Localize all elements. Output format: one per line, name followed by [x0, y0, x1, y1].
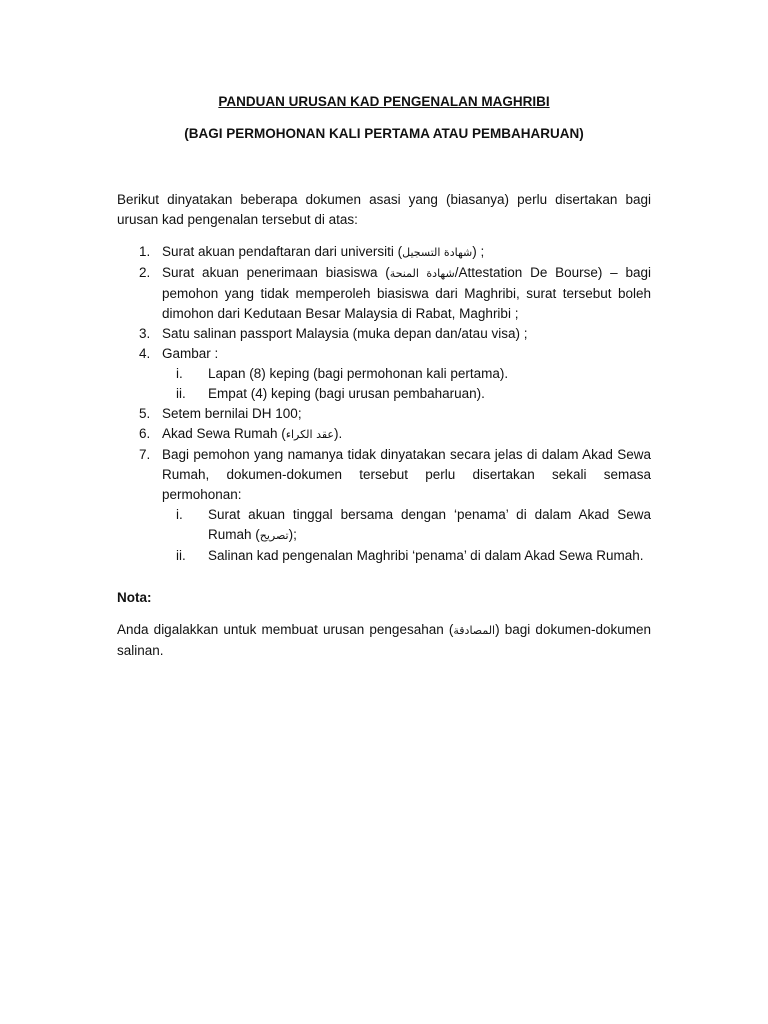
intro-paragraph: Berikut dinyatakan beberapa dokumen asasi yang (biasanya) perlu disertakan bagi urusan kad pengenalan tersebut di atas: [117, 192, 651, 227]
sub-list-number: i. [176, 507, 183, 522]
sub-list-text: Empat (4) keping (bagi urusan pembaharuan). [208, 386, 485, 401]
document-title: PANDUAN URUSAN KAD PENGENALAN MAGHRIBI [218, 94, 550, 109]
list-text: Bagi pemohon yang namanya tidak dinyatakan secara jelas di dalam Akad Sewa Rumah, dokumen-dokumen tersebut perlu disertakan sekali semasa permohonan: [162, 447, 651, 502]
list-number: 4. [139, 346, 151, 361]
sub-list-text: ); [288, 527, 297, 542]
nota-text: ) bagi dokumen-dokumen salinan. [117, 622, 651, 658]
arabic-text: عقد الكراء [285, 428, 334, 441]
list-item-5 [117, 404, 651, 424]
list-text: ). [334, 426, 343, 441]
sub-list-number: ii. [176, 386, 186, 401]
list-number: 7. [139, 447, 151, 462]
list-item-3 [117, 324, 651, 344]
list-number: 1. [139, 244, 151, 259]
arabic-text: شهادة المنحة [389, 267, 455, 280]
arabic-text: شهادة التسجيل [402, 246, 473, 259]
sub-list-item [162, 505, 651, 546]
list-number: 5. [139, 406, 151, 421]
document-subtitle: (BAGI PERMOHONAN KALI PERTAMA ATAU PEMBAHARUAN) [184, 126, 584, 141]
sub-list-text: Salinan kad pengenalan Maghribi ‘penama’ di dalam Akad Sewa Rumah. [208, 548, 644, 563]
sub-list [162, 364, 651, 404]
list-text: /Attestation De Bourse) – bagi pemohon yang tidak memperoleh biasiswa dari Maghribi, surat tersebut boleh dimohon dari Kedutaan Besar Malaysia di Rabat, Maghribi ; [162, 265, 652, 321]
list-text: Akad Sewa Rumah ( [162, 426, 286, 441]
list-number: 3. [139, 326, 151, 341]
arabic-text: المصادقة [453, 624, 496, 637]
list-number: 6. [139, 426, 151, 441]
sub-list-item [162, 364, 651, 384]
list-text: Setem bernilai DH 100; [162, 406, 302, 421]
list-text: Gambar : [162, 346, 219, 361]
nota-text: Anda digalakkan untuk membuat urusan pengesahan ( [117, 622, 454, 637]
sub-list-text: Lapan (8) keping (bagi permohonan kali pertama). [208, 366, 509, 381]
list-item-7 [117, 445, 651, 566]
sub-list-number: ii. [176, 548, 186, 563]
list-text: Satu salinan passport Malaysia (muka depan dan/atau visa) ; [162, 326, 528, 341]
list-item-6 [117, 424, 651, 445]
sub-list-text: Surat akuan tinggal bersama dengan ‘penama’ di dalam Akad Sewa Rumah ( [208, 507, 651, 542]
sub-list-number: i. [176, 366, 183, 381]
arabic-text: تصريح [259, 529, 289, 542]
list-text: ) ; [472, 244, 485, 259]
nota-heading: Nota: [117, 590, 152, 605]
sub-list [162, 505, 651, 566]
list-item-4 [117, 344, 651, 404]
list-text: Surat akuan pendaftaran dari universiti ( [162, 244, 403, 259]
sub-list-item [162, 384, 651, 404]
list-item-2 [117, 263, 651, 324]
nota-paragraph [117, 620, 651, 661]
list-number: 2. [139, 265, 151, 280]
document-list [117, 242, 651, 566]
sub-list-item [162, 546, 651, 566]
list-text: Surat akuan penerimaan biasiswa ( [162, 265, 390, 280]
list-item-1 [117, 242, 651, 263]
